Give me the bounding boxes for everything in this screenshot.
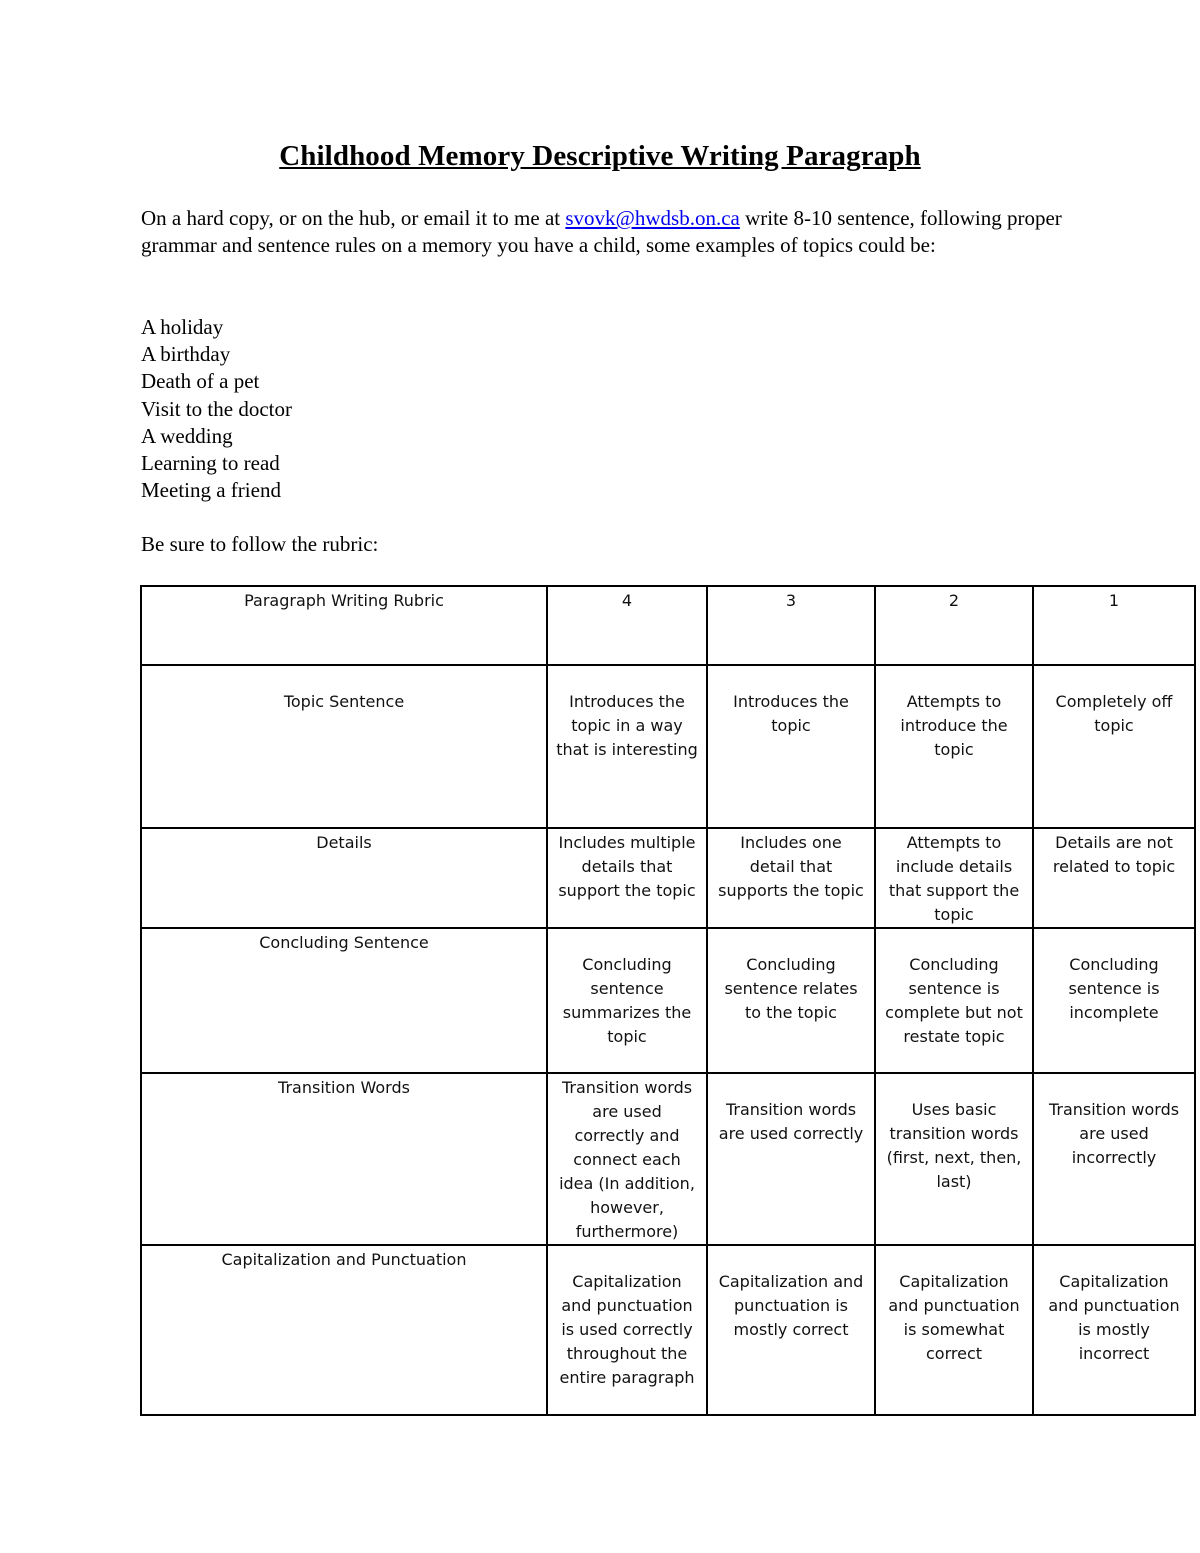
email-link[interactable]: svovk@hwdsb.on.ca xyxy=(565,206,740,230)
rubric-header-row xyxy=(141,586,1195,665)
rubric-cell: Capitalization and punctuation is used correctly throughout the entire paragraph xyxy=(547,1245,707,1415)
rubric-cell: Introduces the topic in a way that is interesting xyxy=(547,665,707,828)
rubric-cell: Transition words are used incorrectly xyxy=(1033,1073,1195,1245)
rubric-cell: Introduces the topic xyxy=(707,665,875,828)
rubric-cell: Attempts to introduce the topic xyxy=(875,665,1033,828)
intro-paragraph xyxy=(141,205,1101,259)
rubric-cell: Capitalization and punctuation is somewhat correct xyxy=(875,1245,1033,1415)
rubric-row-details xyxy=(141,828,1195,928)
rubric-cell: Includes one detail that supports the topic xyxy=(707,828,875,928)
rubric-header-title: Paragraph Writing Rubric xyxy=(141,586,547,665)
rubric-cell: Details are not related to topic xyxy=(1033,828,1195,928)
rubric-cell: Transition words are used correctly and connect each idea (In addition, however, furthermore) xyxy=(547,1073,707,1245)
topic-item: Meeting a friend xyxy=(141,478,281,503)
topic-item: Death of a pet xyxy=(141,369,260,394)
rubric-criterion: Concluding Sentence xyxy=(141,928,547,1073)
rubric-header-score-4: 4 xyxy=(547,586,707,665)
intro-text-start: On a hard copy, or on the hub, or email it to me at xyxy=(141,206,566,230)
topic-item: Learning to read xyxy=(141,451,280,476)
rubric-criterion: Topic Sentence xyxy=(141,665,547,828)
rubric-cell: Transition words are used correctly xyxy=(707,1073,875,1245)
rubric-row-transition-words xyxy=(141,1073,1195,1245)
rubric-cell: Attempts to include details that support the topic xyxy=(875,828,1033,928)
rubric-row-topic-sentence xyxy=(141,665,1195,828)
rubric-criterion: Capitalization and Punctuation xyxy=(141,1245,547,1415)
topic-item: A birthday xyxy=(141,342,231,367)
rubric-criterion: Transition Words xyxy=(141,1073,547,1245)
intro-text-end: write 8-10 sentence, following proper grammar and sentence rules on a memory you have a child, some examples of topics could be: xyxy=(141,206,1062,257)
rubric-instruction: Be sure to follow the rubric: xyxy=(141,532,379,556)
rubric-cell: Capitalization and punctuation is mostly incorrect xyxy=(1033,1245,1195,1415)
rubric-cell: Concluding sentence summarizes the topic xyxy=(547,928,707,1073)
rubric-row-concluding-sentence xyxy=(141,928,1195,1073)
topic-item: A holiday xyxy=(141,315,224,339)
rubric-cell: Concluding sentence is incomplete xyxy=(1033,928,1195,1073)
page-title: Childhood Memory Descriptive Writing Paragraph xyxy=(279,140,921,172)
rubric-cell: Concluding sentence is complete but not restate topic xyxy=(875,928,1033,1073)
rubric-cell: Uses basic transition words (first, next, then, last) xyxy=(875,1073,1033,1245)
rubric-header-score-1: 1 xyxy=(1033,586,1195,665)
topic-list xyxy=(141,314,292,504)
topic-item: A wedding xyxy=(141,423,233,448)
rubric-table xyxy=(140,585,1196,1416)
rubric-cell: Capitalization and punctuation is mostly correct xyxy=(707,1245,875,1415)
rubric-row-capitalization xyxy=(141,1245,1195,1415)
rubric-header-score-3: 3 xyxy=(707,586,875,665)
rubric-header-score-2: 2 xyxy=(875,586,1033,665)
topic-item: Visit to the doctor xyxy=(141,396,292,421)
rubric-cell: Completely off topic xyxy=(1033,665,1195,828)
rubric-criterion: Details xyxy=(141,828,547,928)
rubric-cell: Concluding sentence relates to the topic xyxy=(707,928,875,1073)
rubric-cell: Includes multiple details that support the topic xyxy=(547,828,707,928)
